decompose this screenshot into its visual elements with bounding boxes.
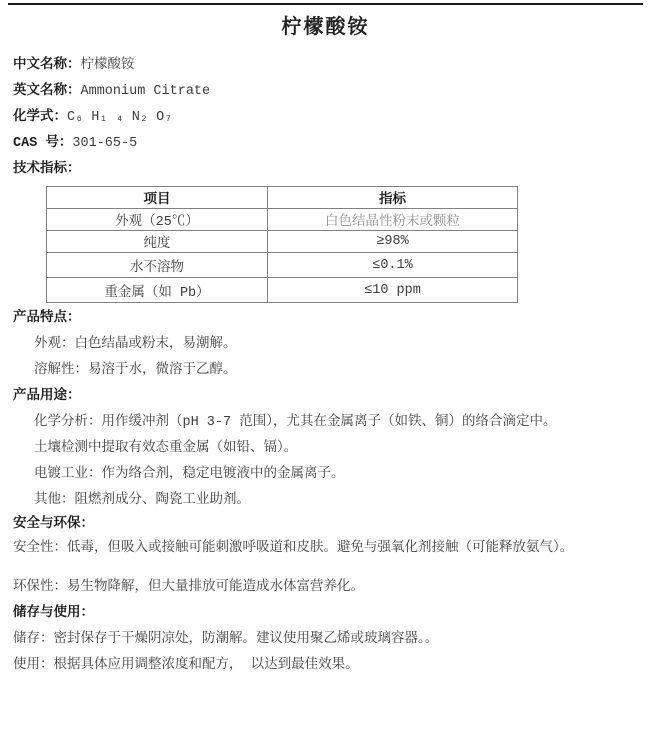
field-value: Ammonium Citrate (80, 84, 211, 99)
section-title: 产品特点： (13, 311, 81, 326)
field-value: 柠檬酸铵 (80, 58, 135, 73)
paragraph-soil-testing: 土壤检测中提取有效态重金属（如铅、镉）。 (34, 441, 298, 456)
paragraph-electroplating: 电镀工业：作为络合剂，稳定电镀液中的金属离子。 (34, 467, 345, 482)
section-product-uses (13, 384, 638, 514)
paragraph-other-uses: 其他：阻燃剂成分、陶瓷工业助剂。 (34, 493, 250, 508)
table-row-heavy-metals (47, 278, 518, 303)
table-cell-spec: ≥98% (268, 231, 518, 253)
spec-table (46, 186, 518, 303)
section-product-features (13, 306, 638, 384)
paragraph-storage: 储存：密封保存于干燥阴凉处，防潮解。建议使用聚乙烯或玻璃容器。。 (13, 632, 439, 647)
section-safety-environment (13, 514, 638, 601)
field-label: 中文名称： (13, 58, 81, 73)
field-value: C₆ H₁ ₄ N₂ O₇ (67, 110, 173, 125)
table-cell-spec: ≤0.1% (268, 253, 518, 278)
table-row-insoluble (47, 253, 518, 278)
paragraph-usage: 使用：根据具体应用调整浓度和配方， 以达到最佳效果。 (13, 658, 359, 673)
table-cell-item: 水不溶物 (47, 253, 268, 278)
paragraph-solubility: 溶解性：易溶于水，微溶于乙醇。 (34, 363, 237, 378)
paragraph-environment: 环保性：易生物降解，但大量排放可能造成水体富营养化。 (13, 580, 364, 595)
field-english-name (13, 79, 638, 105)
tech-spec-heading: 技术指标： (13, 162, 81, 177)
field-cas-number (13, 131, 638, 157)
table-row-purity (47, 231, 518, 253)
field-chinese-name (13, 53, 638, 79)
paragraph-chemical-analysis: 化学分析：用作缓冲剂（pH 3-7 范围），尤其在金属离子（如铁、铜）的络合滴定中。 (34, 415, 557, 430)
header-fields (13, 53, 638, 157)
table-cell-spec: 白色结晶性粉末或颗粒 (268, 209, 518, 231)
field-chemical-formula (13, 105, 638, 131)
table-header-spec: 指标 (268, 187, 518, 209)
field-label: 英文名称： (13, 84, 81, 99)
field-label: CAS 号： (13, 136, 73, 151)
body-sections (13, 306, 638, 679)
table-row-appearance (47, 209, 518, 231)
section-title: 产品用途： (13, 389, 81, 404)
table-cell-spec: ≤10 ppm (268, 278, 518, 303)
table-cell-item: 外观（25℃） (47, 209, 268, 231)
section-storage-usage (13, 601, 638, 679)
field-label: 化学式： (13, 110, 67, 125)
section-title: 储存与使用： (13, 606, 94, 621)
table-header-item: 项目 (47, 187, 268, 209)
top-rule (8, 3, 643, 5)
page-title: 柠檬酸铵 (281, 17, 370, 40)
document-page (0, 3, 652, 679)
table-cell-item: 纯度 (47, 231, 268, 253)
field-value: 301-65-5 (72, 136, 138, 151)
table-cell-item: 重金属（如 Pb） (47, 278, 268, 303)
section-title: 安全与环保： (13, 517, 94, 532)
paragraph-appearance: 外观：白色结晶或粉末，易潮解。 (34, 337, 237, 352)
paragraph-safety: 安全性：低毒，但吸入或接触可能刺激呼吸道和皮肤。避免与强氧化剂接触（可能释放氨气）。 (13, 541, 574, 556)
table-header-row (47, 187, 518, 209)
